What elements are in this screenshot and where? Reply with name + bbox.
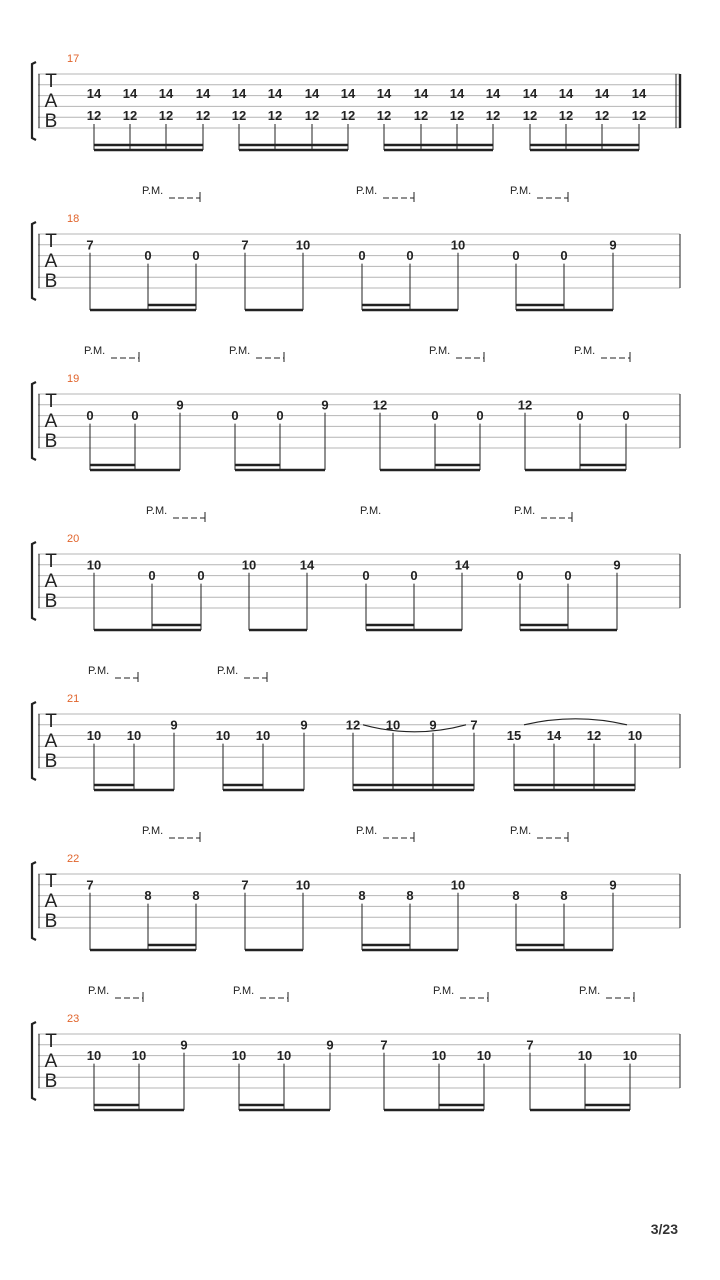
fret-number: 14 xyxy=(158,86,174,101)
fret-number: 10 xyxy=(450,237,466,253)
fret-number: 12 xyxy=(158,108,174,123)
system-bracket xyxy=(32,702,36,780)
measure-number: 23 xyxy=(67,1013,80,1025)
fret-number: 0 xyxy=(276,408,284,424)
fret-number: 9 xyxy=(180,1037,188,1053)
tab-clef-letter: A xyxy=(44,411,58,432)
palm-mute-label: P.M. xyxy=(429,345,451,357)
fret-number: 10 xyxy=(215,728,231,744)
fret-number: 14 xyxy=(413,86,429,101)
system-bracket xyxy=(32,382,36,460)
system-bracket xyxy=(32,1022,36,1100)
palm-mute-label: P.M. xyxy=(360,505,382,517)
fret-number: 10 xyxy=(131,1048,147,1064)
fret-number: 0 xyxy=(560,248,568,264)
fret-number: 0 xyxy=(362,568,370,584)
fret-number: 9 xyxy=(609,877,617,893)
fret-number: 14 xyxy=(485,86,501,101)
tab-clef-letter: B xyxy=(44,431,58,452)
palm-mute-label: P.M. xyxy=(356,825,378,837)
palm-mute-label: P.M. xyxy=(233,985,255,997)
fret-number: 10 xyxy=(86,1048,102,1064)
fret-number: 12 xyxy=(304,108,320,123)
tab-clef-letter: A xyxy=(44,91,58,112)
fret-number: 14 xyxy=(546,728,562,744)
tab-clef-letter: T xyxy=(45,391,57,412)
fret-number: 0 xyxy=(144,248,152,264)
system-bracket xyxy=(32,542,36,620)
fret-number: 12 xyxy=(594,108,610,123)
fret-number: 14 xyxy=(376,86,392,101)
palm-mute-label: P.M. xyxy=(574,345,596,357)
fret-number: 12 xyxy=(413,108,429,123)
fret-number: 0 xyxy=(86,408,94,424)
measure-number: 18 xyxy=(67,213,80,225)
fret-number: 7 xyxy=(380,1037,388,1053)
palm-mute-label: P.M. xyxy=(579,985,601,997)
fret-number: 7 xyxy=(86,877,94,893)
fret-number: 10 xyxy=(241,557,257,573)
fret-number: 9 xyxy=(613,557,621,573)
fret-number: 14 xyxy=(340,86,356,101)
fret-number: 9 xyxy=(321,397,329,413)
fret-number: 10 xyxy=(255,728,271,744)
fret-number: 12 xyxy=(449,108,465,123)
fret-number: 12 xyxy=(517,397,533,413)
fret-number: 0 xyxy=(358,248,366,264)
fret-number: 12 xyxy=(345,717,361,733)
fret-number: 12 xyxy=(267,108,283,123)
tab-clef-letter: B xyxy=(44,751,58,772)
fret-number: 0 xyxy=(406,248,414,264)
fret-number: 10 xyxy=(577,1048,593,1064)
tab-clef-letter: T xyxy=(45,551,57,572)
slur xyxy=(363,725,466,732)
measure-number: 19 xyxy=(67,373,80,385)
tab-clef-letter: B xyxy=(44,271,58,292)
slur xyxy=(524,719,627,725)
fret-number: 9 xyxy=(326,1037,334,1053)
fret-number: 12 xyxy=(376,108,392,123)
fret-number: 12 xyxy=(558,108,574,123)
tab-clef-letter: A xyxy=(44,571,58,592)
fret-number: 9 xyxy=(609,237,617,253)
palm-mute-label: P.M. xyxy=(217,665,239,677)
fret-number: 7 xyxy=(470,717,478,733)
fret-number: 10 xyxy=(622,1048,638,1064)
tab-clef-letter: A xyxy=(44,731,58,752)
fret-number: 10 xyxy=(385,717,401,733)
tab-clef-letter: A xyxy=(44,251,58,272)
fret-number: 7 xyxy=(526,1037,534,1053)
palm-mute-label: P.M. xyxy=(510,185,532,197)
tab-clef-letter: A xyxy=(44,1051,58,1072)
fret-number: 9 xyxy=(176,397,184,413)
fret-number: 12 xyxy=(522,108,538,123)
fret-number: 15 xyxy=(506,728,522,744)
tab-clef-letter: B xyxy=(44,591,58,612)
measure-number: 21 xyxy=(67,693,80,705)
palm-mute-label: P.M. xyxy=(88,665,110,677)
fret-number: 10 xyxy=(627,728,643,744)
tab-clef-letter: T xyxy=(45,71,57,92)
palm-mute-label: P.M. xyxy=(433,985,455,997)
tab-system-17 xyxy=(32,62,680,150)
palm-mute-label: P.M. xyxy=(229,345,251,357)
fret-number: 0 xyxy=(476,408,484,424)
fret-number: 0 xyxy=(192,248,200,264)
fret-number: 9 xyxy=(170,717,178,733)
fret-number: 10 xyxy=(450,877,466,893)
fret-number: 10 xyxy=(295,237,311,253)
fret-number: 14 xyxy=(122,86,138,101)
tab-clef-letter: B xyxy=(44,1071,58,1092)
measure-number: 17 xyxy=(67,53,80,65)
fret-number: 7 xyxy=(241,237,249,253)
tab-clef-letter: A xyxy=(44,891,58,912)
fret-number: 8 xyxy=(406,888,414,904)
palm-mute-label: P.M. xyxy=(510,825,532,837)
fret-number: 10 xyxy=(86,728,102,744)
fret-number: 10 xyxy=(431,1048,447,1064)
fret-number: 14 xyxy=(449,86,465,101)
fret-number: 10 xyxy=(276,1048,292,1064)
fret-number: 12 xyxy=(231,108,247,123)
fret-number: 10 xyxy=(126,728,142,744)
fret-number: 7 xyxy=(86,237,94,253)
fret-number: 7 xyxy=(241,877,249,893)
tab-system-18 xyxy=(32,192,680,310)
fret-number: 10 xyxy=(295,877,311,893)
fret-number: 14 xyxy=(558,86,574,101)
fret-number: 14 xyxy=(631,86,647,101)
fret-number: 0 xyxy=(576,408,584,424)
palm-mute-label: P.M. xyxy=(142,185,164,197)
fret-number: 12 xyxy=(122,108,138,123)
fret-number: 9 xyxy=(300,717,308,733)
fret-number: 12 xyxy=(195,108,211,123)
system-bracket xyxy=(32,862,36,940)
fret-number: 0 xyxy=(512,248,520,264)
fret-number: 14 xyxy=(267,86,283,101)
fret-number: 0 xyxy=(131,408,139,424)
fret-number: 14 xyxy=(86,86,102,101)
fret-number: 12 xyxy=(586,728,602,744)
fret-number: 12 xyxy=(631,108,647,123)
fret-number: 14 xyxy=(299,557,315,573)
fret-number: 14 xyxy=(231,86,247,101)
fret-number: 14 xyxy=(304,86,320,101)
palm-mute-label: P.M. xyxy=(356,185,378,197)
system-bracket xyxy=(32,222,36,300)
fret-number: 8 xyxy=(560,888,568,904)
tab-clef-letter: T xyxy=(45,1031,57,1052)
fret-number: 12 xyxy=(485,108,501,123)
page-number: 3/23 xyxy=(650,1221,678,1237)
palm-mute-label: P.M. xyxy=(88,985,110,997)
fret-number: 8 xyxy=(358,888,366,904)
system-bracket xyxy=(32,62,36,140)
fret-number: 14 xyxy=(594,86,610,101)
tab-clef-letter: B xyxy=(44,111,58,132)
fret-number: 0 xyxy=(197,568,205,584)
tab-clef-letter: T xyxy=(45,871,57,892)
tab-system-22 xyxy=(32,832,680,950)
fret-number: 0 xyxy=(622,408,630,424)
fret-number: 0 xyxy=(231,408,239,424)
tab-clef-letter: B xyxy=(44,911,58,932)
measure-number: 20 xyxy=(67,533,80,545)
fret-number: 9 xyxy=(429,717,437,733)
fret-number: 14 xyxy=(522,86,538,101)
fret-number: 8 xyxy=(512,888,520,904)
measure-number: 22 xyxy=(67,853,80,865)
fret-number: 14 xyxy=(454,557,470,573)
fret-number: 8 xyxy=(192,888,200,904)
fret-number: 8 xyxy=(144,888,152,904)
fret-number: 0 xyxy=(516,568,524,584)
fret-number: 0 xyxy=(564,568,572,584)
fret-number: 10 xyxy=(231,1048,247,1064)
tab-system-20 xyxy=(32,512,680,630)
tab-clef-letter: T xyxy=(45,711,57,732)
palm-mute-label: P.M. xyxy=(142,825,164,837)
fret-number: 0 xyxy=(148,568,156,584)
fret-number: 12 xyxy=(340,108,356,123)
fret-number: 12 xyxy=(86,108,102,123)
fret-number: 10 xyxy=(476,1048,492,1064)
fret-number: 0 xyxy=(410,568,418,584)
fret-number: 10 xyxy=(86,557,102,573)
fret-number: 14 xyxy=(195,86,211,101)
palm-mute-label: P.M. xyxy=(84,345,106,357)
fret-number: 12 xyxy=(372,397,388,413)
fret-number: 0 xyxy=(431,408,439,424)
palm-mute-label: P.M. xyxy=(146,505,168,517)
tab-clef-letter: T xyxy=(45,231,57,252)
palm-mute-label: P.M. xyxy=(514,505,536,517)
